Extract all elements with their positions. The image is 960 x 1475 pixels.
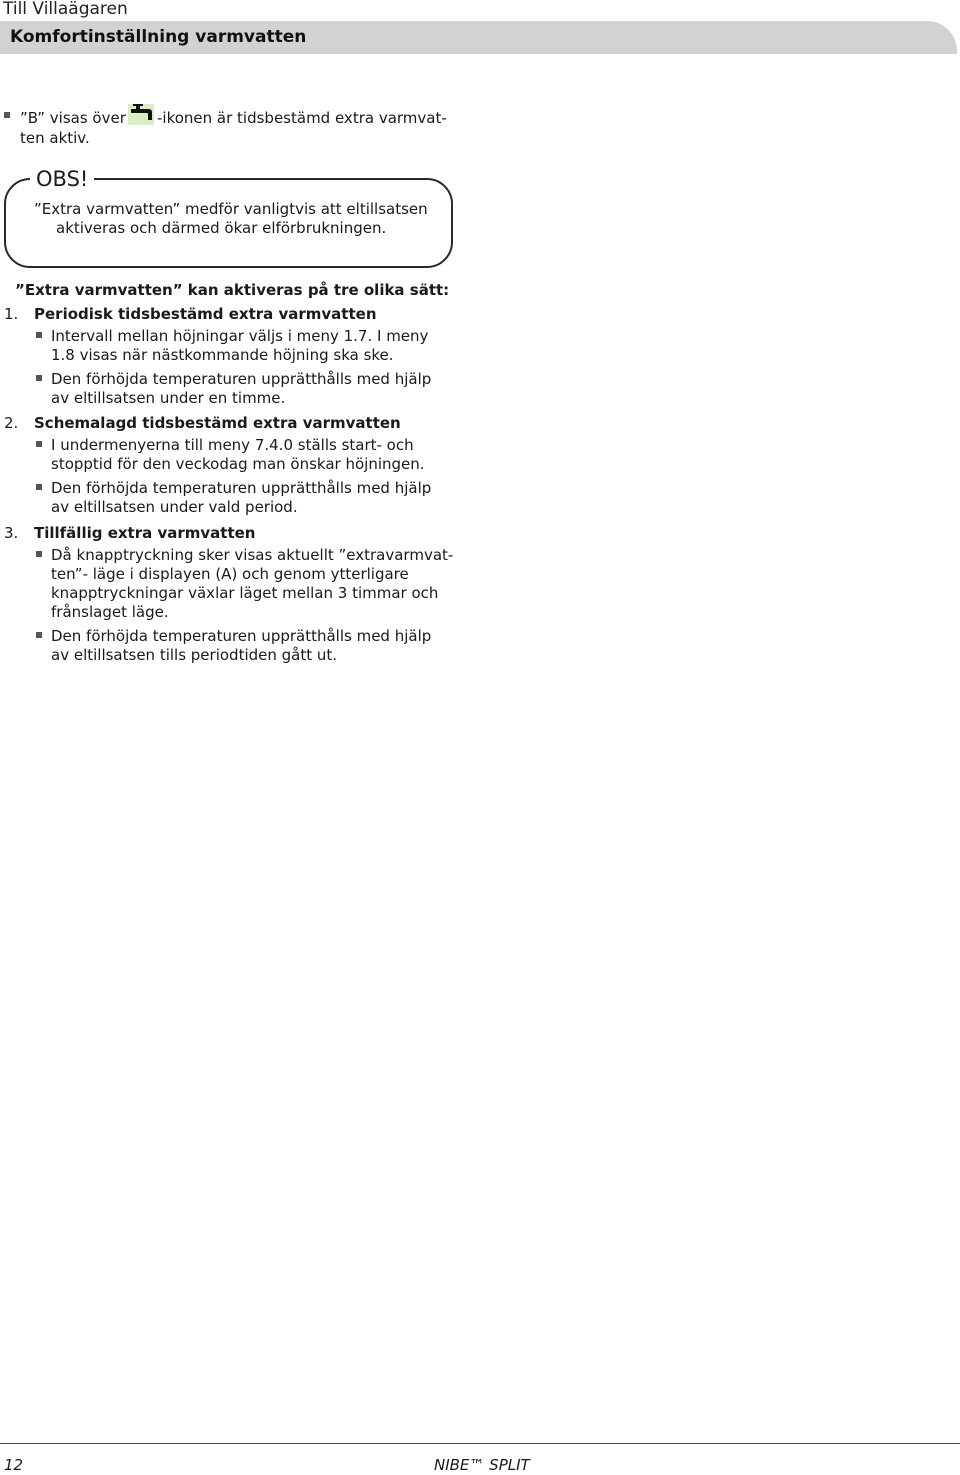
intro-line-1a: ”B” visas över xyxy=(20,109,126,127)
obs-line-2: aktiveras och därmed ökar elförbrukningen. xyxy=(56,219,387,237)
method-3-bullet-2-line-1: Den förhöjda temperaturen upprätthålls med hjälp xyxy=(51,627,432,645)
obs-label: OBS! xyxy=(30,166,94,192)
bullet-icon xyxy=(36,484,42,490)
method-3-bullet-1-line-4: frånslaget läge. xyxy=(51,603,169,621)
method-2-bullet-1-line-1: I undermenyerna till meny 7.4.0 ställs start- och xyxy=(51,436,414,454)
bullet-icon xyxy=(36,332,42,338)
method-1-title: Periodisk tidsbestämd extra varmvatten xyxy=(34,305,377,323)
method-1-bullet-2-line-2: av eltillsatsen under en timme. xyxy=(51,389,286,407)
method-3-bullet-1-line-2: ten”- läge i displayen (A) och genom ytterligare xyxy=(51,565,409,583)
method-3-title: Tillfällig extra varmvatten xyxy=(34,524,256,542)
page-number: 12 xyxy=(4,1456,24,1474)
method-1-number: 1. xyxy=(4,305,19,323)
method-3-bullet-1-line-1: Då knapptryckning sker visas aktuellt ”extravarmvat- xyxy=(51,546,454,564)
method-1-bullet-2-line-1: Den förhöjda temperaturen upprätthålls med hjälp xyxy=(51,370,432,388)
method-3-number: 3. xyxy=(4,524,19,542)
method-1-bullet-1-line-1: Intervall mellan höjningar väljs i meny 1.7. I meny xyxy=(51,327,429,345)
method-2-title: Schemalagd tidsbestämd extra varmvatten xyxy=(34,414,401,432)
method-3-bullet-1-line-3: knapptryckningar växlar läget mellan 3 timmar och xyxy=(51,584,439,602)
intro-line-2: ten aktiv. xyxy=(20,129,90,147)
intro-line-1b: -ikonen är tidsbestämd extra varmvat- xyxy=(157,109,447,127)
method-2-bullet-2-line-1: Den förhöjda temperaturen upprätthålls med hjälp xyxy=(51,479,432,497)
footer-divider xyxy=(0,1443,960,1444)
bullet-icon xyxy=(36,375,42,381)
method-2-number: 2. xyxy=(4,414,19,432)
page-title: Komfortinställning varmvatten xyxy=(10,27,307,47)
bullet-icon xyxy=(36,441,42,447)
intro-bullet-icon xyxy=(4,112,10,118)
product-name: NIBE™ SPLIT xyxy=(434,1456,530,1474)
method-2-bullet-2-line-2: av eltillsatsen under vald period. xyxy=(51,498,298,516)
method-3-bullet-2-line-2: av eltillsatsen tills periodtiden gått ut. xyxy=(51,646,338,664)
bullet-icon xyxy=(36,632,42,638)
section-heading: ”Extra varmvatten” kan aktiveras på tre olika sätt: xyxy=(15,281,450,299)
bullet-icon xyxy=(36,551,42,557)
method-1-bullet-1-line-2: 1.8 visas när nästkommande höjning ska ske. xyxy=(51,346,394,364)
faucet-icon xyxy=(128,104,154,125)
method-2-bullet-1-line-2: stopptid för den veckodag man önskar höjningen. xyxy=(51,455,425,473)
breadcrumb: Till Villaägaren xyxy=(3,0,128,19)
obs-line-1: ”Extra varmvatten” medför vanligtvis att eltillsatsen xyxy=(34,200,428,218)
title-bar xyxy=(0,21,957,54)
